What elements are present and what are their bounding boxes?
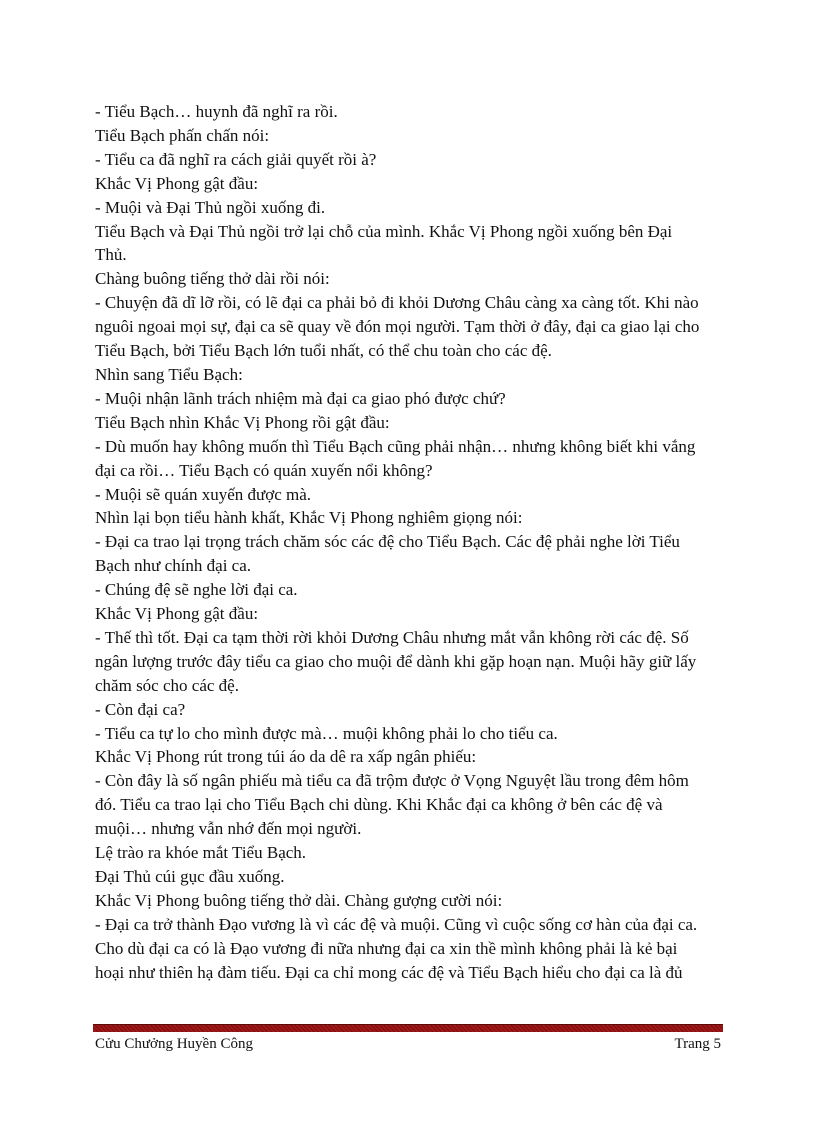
text-line: - Chúng đệ sẽ nghe lời đại ca.	[95, 580, 298, 600]
text-line: - Tiểu ca tự lo cho mình được mà… muội không phải lo cho tiểu ca.	[95, 723, 558, 743]
text-line: Khắc Vị Phong rút trong túi áo da dê ra xấp ngân phiếu:	[95, 747, 477, 767]
text-line: Khắc Vị Phong gật đầu:	[95, 604, 259, 624]
text-line: - Dù muốn hay không muốn thì Tiểu Bạch cũng phải nhận… nhưng không biết khi vắng	[95, 436, 696, 456]
text-line: - Còn đây là số ngân phiếu mà tiểu ca đã trộm được ở Vọng Nguyệt lầu trong đêm hôm	[95, 771, 689, 791]
text-line: - Đại ca trao lại trọng trách chăm sóc các đệ cho Tiểu Bạch. Các đệ phải nghe lời Tiểu	[95, 532, 680, 552]
text-line: ngân lượng trước đây tiểu ca giao cho muội để dành khi gặp hoạn nạn. Muội hãy giữ lấy	[95, 651, 697, 671]
text-line: - Muội sẽ quán xuyến được mà.	[95, 484, 312, 504]
text-line: Tiểu Bạch phấn chấn nói:	[95, 125, 270, 145]
footer-divider	[93, 1024, 723, 1032]
text-line: muội… nhưng vẫn nhớ đến mọi người.	[95, 819, 362, 839]
text-line: Cho dù đại ca có là Đạo vương đi nữa nhưng đại ca xin thề mình không phải là kẻ bại	[95, 938, 678, 958]
text-line: đó. Tiểu ca trao lại cho Tiểu Bạch chi dùng. Khi Khắc đại ca không ở bên các đệ và	[95, 795, 663, 815]
text-line: Thủ.	[95, 245, 127, 265]
text-line: Khắc Vị Phong gật đầu:	[95, 173, 259, 193]
text-line: Bạch như chính đại ca.	[95, 556, 252, 576]
text-line: - Đại ca trở thành Đạo vương là vì các đệ và muội. Cũng vì cuộc sống cơ hàn của đại ca.	[95, 914, 698, 934]
text-line: Chàng buông tiếng thở dài rồi nói:	[95, 269, 330, 289]
text-line: - Còn đại ca?	[95, 699, 186, 719]
text-line: hoại như thiên hạ đàm tiếu. Đại ca chỉ mong các đệ và Tiểu Bạch hiểu cho đại ca là đủ	[95, 962, 683, 982]
footer-page-number: Trang 5	[674, 1036, 721, 1052]
text-line: Khắc Vị Phong buông tiếng thở dài. Chàng gượng cười nói:	[95, 890, 503, 910]
text-line: Nhìn lại bọn tiểu hành khất, Khắc Vị Phong nghiêm giọng nói:	[95, 508, 523, 528]
text-line: - Tiểu Bạch… huynh đã nghĩ ra rồi.	[95, 102, 338, 121]
text-line: Tiểu Bạch nhìn Khắc Vị Phong rồi gật đầu:	[95, 412, 390, 432]
text-line: nguôi ngoai mọi sự, đại ca sẽ quay về đón mọi người. Tạm thời ở đây, đại ca giao lại cho	[95, 317, 700, 337]
footer-book-title: Cửu Chưởng Huyền Công	[95, 1036, 253, 1052]
text-line: - Tiểu ca đã nghĩ ra cách giải quyết rồi à?	[95, 149, 377, 169]
page-footer	[95, 1034, 721, 1054]
text-line: - Muội nhận lãnh trách nhiệm mà đại ca giao phó được chứ?	[95, 388, 506, 408]
text-line: đại ca rồi… Tiểu Bạch có quán xuyến nổi không?	[95, 460, 433, 480]
document-body	[95, 100, 725, 985]
text-line: Nhìn sang Tiểu Bạch:	[95, 364, 243, 384]
text-line: - Muội và Đại Thủ ngồi xuống đi.	[95, 197, 326, 217]
text-line: Tiểu Bạch và Đại Thủ ngồi trở lại chỗ của mình. Khắc Vị Phong ngồi xuống bên Đại	[95, 221, 673, 241]
text-line: Lệ trào ra khóe mắt Tiểu Bạch.	[95, 843, 307, 863]
text-line: - Chuyện đã dĩ lỡ rồi, có lẽ đại ca phải bỏ đi khỏi Dương Châu càng xa càng tốt. Khi nào	[95, 293, 699, 313]
text-line: - Thế thì tốt. Đại ca tạm thời rời khỏi Dương Châu nhưng mắt vẫn không rời các đệ. Số	[95, 627, 689, 647]
text-line: Tiểu Bạch, bởi Tiểu Bạch lớn tuổi nhất, có thể chu toàn cho các đệ.	[95, 341, 552, 361]
text-line: Đại Thủ cúi gục đầu xuống.	[95, 867, 285, 886]
text-line: chăm sóc cho các đệ.	[95, 675, 239, 695]
